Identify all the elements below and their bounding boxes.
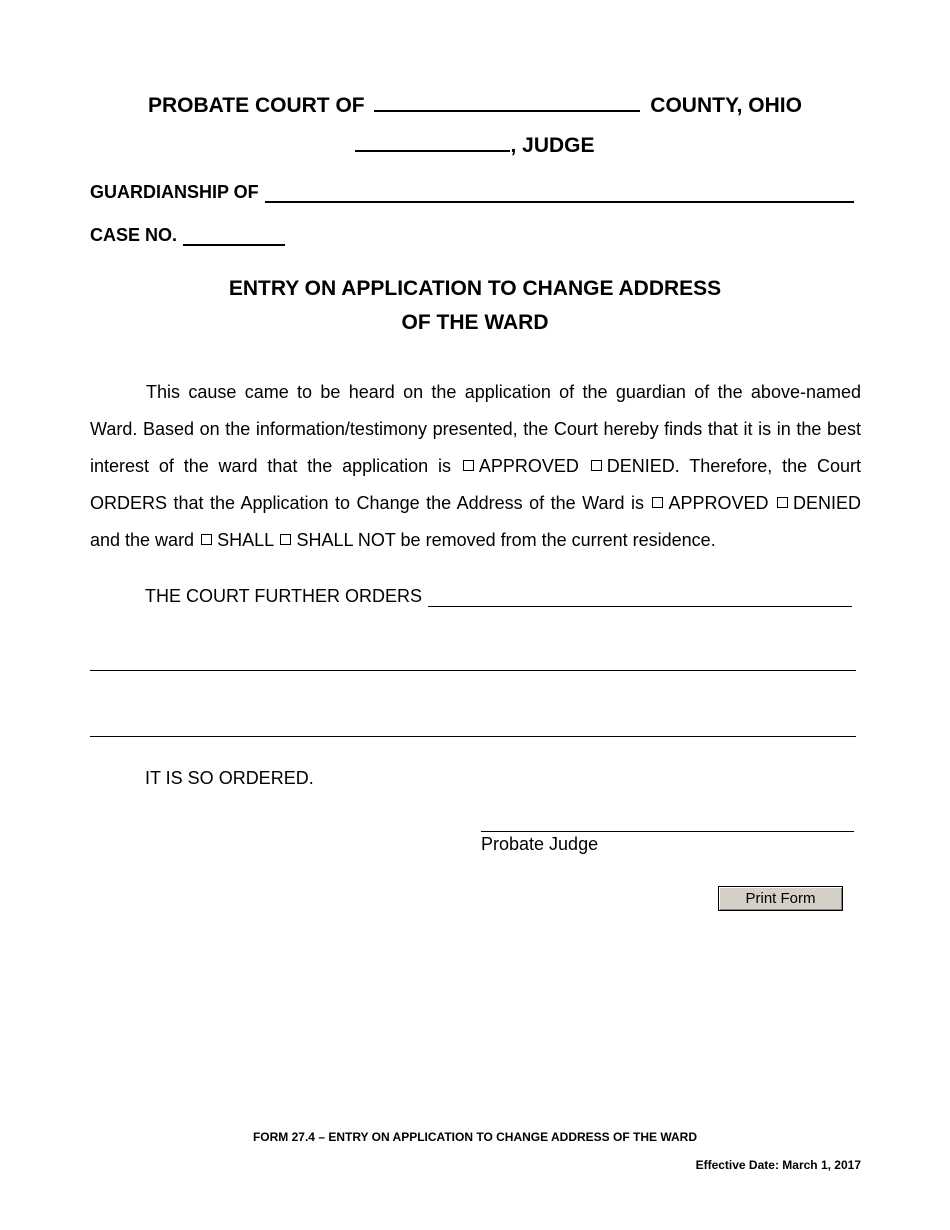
further-orders-label: THE COURT FURTHER ORDERS xyxy=(145,586,423,606)
order-denied-label: DENIED xyxy=(792,493,861,513)
further-orders-line-3[interactable] xyxy=(90,736,856,737)
court-suffix: COUNTY, OHIO xyxy=(650,94,802,117)
judge-header xyxy=(0,134,950,158)
guardianship-label: GUARDIANSHIP OF xyxy=(90,182,259,202)
finding-approved-checkbox[interactable] xyxy=(463,460,474,471)
document-title-line2: OF THE WARD xyxy=(401,311,549,334)
print-form-button[interactable]: Print Form xyxy=(718,886,843,911)
finding-denied-label: DENIED xyxy=(606,456,675,476)
court-header xyxy=(0,94,950,118)
shall-not-label: SHALL NOT xyxy=(296,530,396,550)
judge-suffix: , JUDGE xyxy=(510,134,595,157)
body-text-1: This cause came to be heard on the application of the guardian of the above-named Ward. Based on the information/testimony presented, the Court hereby finds that it is in the best interest of the ward that the application is xyxy=(90,382,861,476)
further-orders-field[interactable] xyxy=(428,596,852,607)
finding-approved-label: APPROVED xyxy=(478,456,579,476)
further-orders-row xyxy=(145,586,852,607)
case-no-row xyxy=(90,225,285,246)
shall-checkbox[interactable] xyxy=(201,534,212,545)
further-orders-line-2[interactable] xyxy=(90,670,856,671)
document-title-line1: ENTRY ON APPLICATION TO CHANGE ADDRESS xyxy=(228,277,722,300)
case-no-label: CASE NO. xyxy=(90,225,178,245)
signature-label: Probate Judge xyxy=(481,834,599,854)
judge-signature-line[interactable] xyxy=(481,831,854,832)
judge-name-field[interactable] xyxy=(355,134,510,152)
shall-not-checkbox[interactable] xyxy=(280,534,291,545)
order-approved-label: APPROVED xyxy=(668,493,769,513)
case-no-field[interactable] xyxy=(183,230,285,246)
order-approved-checkbox[interactable] xyxy=(652,497,663,508)
effective-date: Effective Date: March 1, 2017 xyxy=(695,1158,861,1172)
body-text-3: and the ward xyxy=(90,530,195,550)
order-denied-checkbox[interactable] xyxy=(777,497,788,508)
finding-denied-checkbox[interactable] xyxy=(591,460,602,471)
so-ordered-text: IT IS SO ORDERED. xyxy=(145,768,314,788)
body-text-4: be removed from the current residence. xyxy=(400,530,716,550)
county-name-field[interactable] xyxy=(374,94,640,112)
court-prefix: PROBATE COURT OF xyxy=(148,94,365,117)
shall-label: SHALL xyxy=(217,530,274,550)
guardianship-row xyxy=(90,182,854,203)
form-footer-title: FORM 27.4 – ENTRY ON APPLICATION TO CHANGE ADDRESS OF THE WARD xyxy=(252,1130,698,1144)
body-text-2: . Therefore, the Court ORDERS that the Application to Change the Address of the Ward is xyxy=(90,456,861,513)
body-paragraph xyxy=(90,374,861,559)
guardianship-field[interactable] xyxy=(265,187,854,203)
